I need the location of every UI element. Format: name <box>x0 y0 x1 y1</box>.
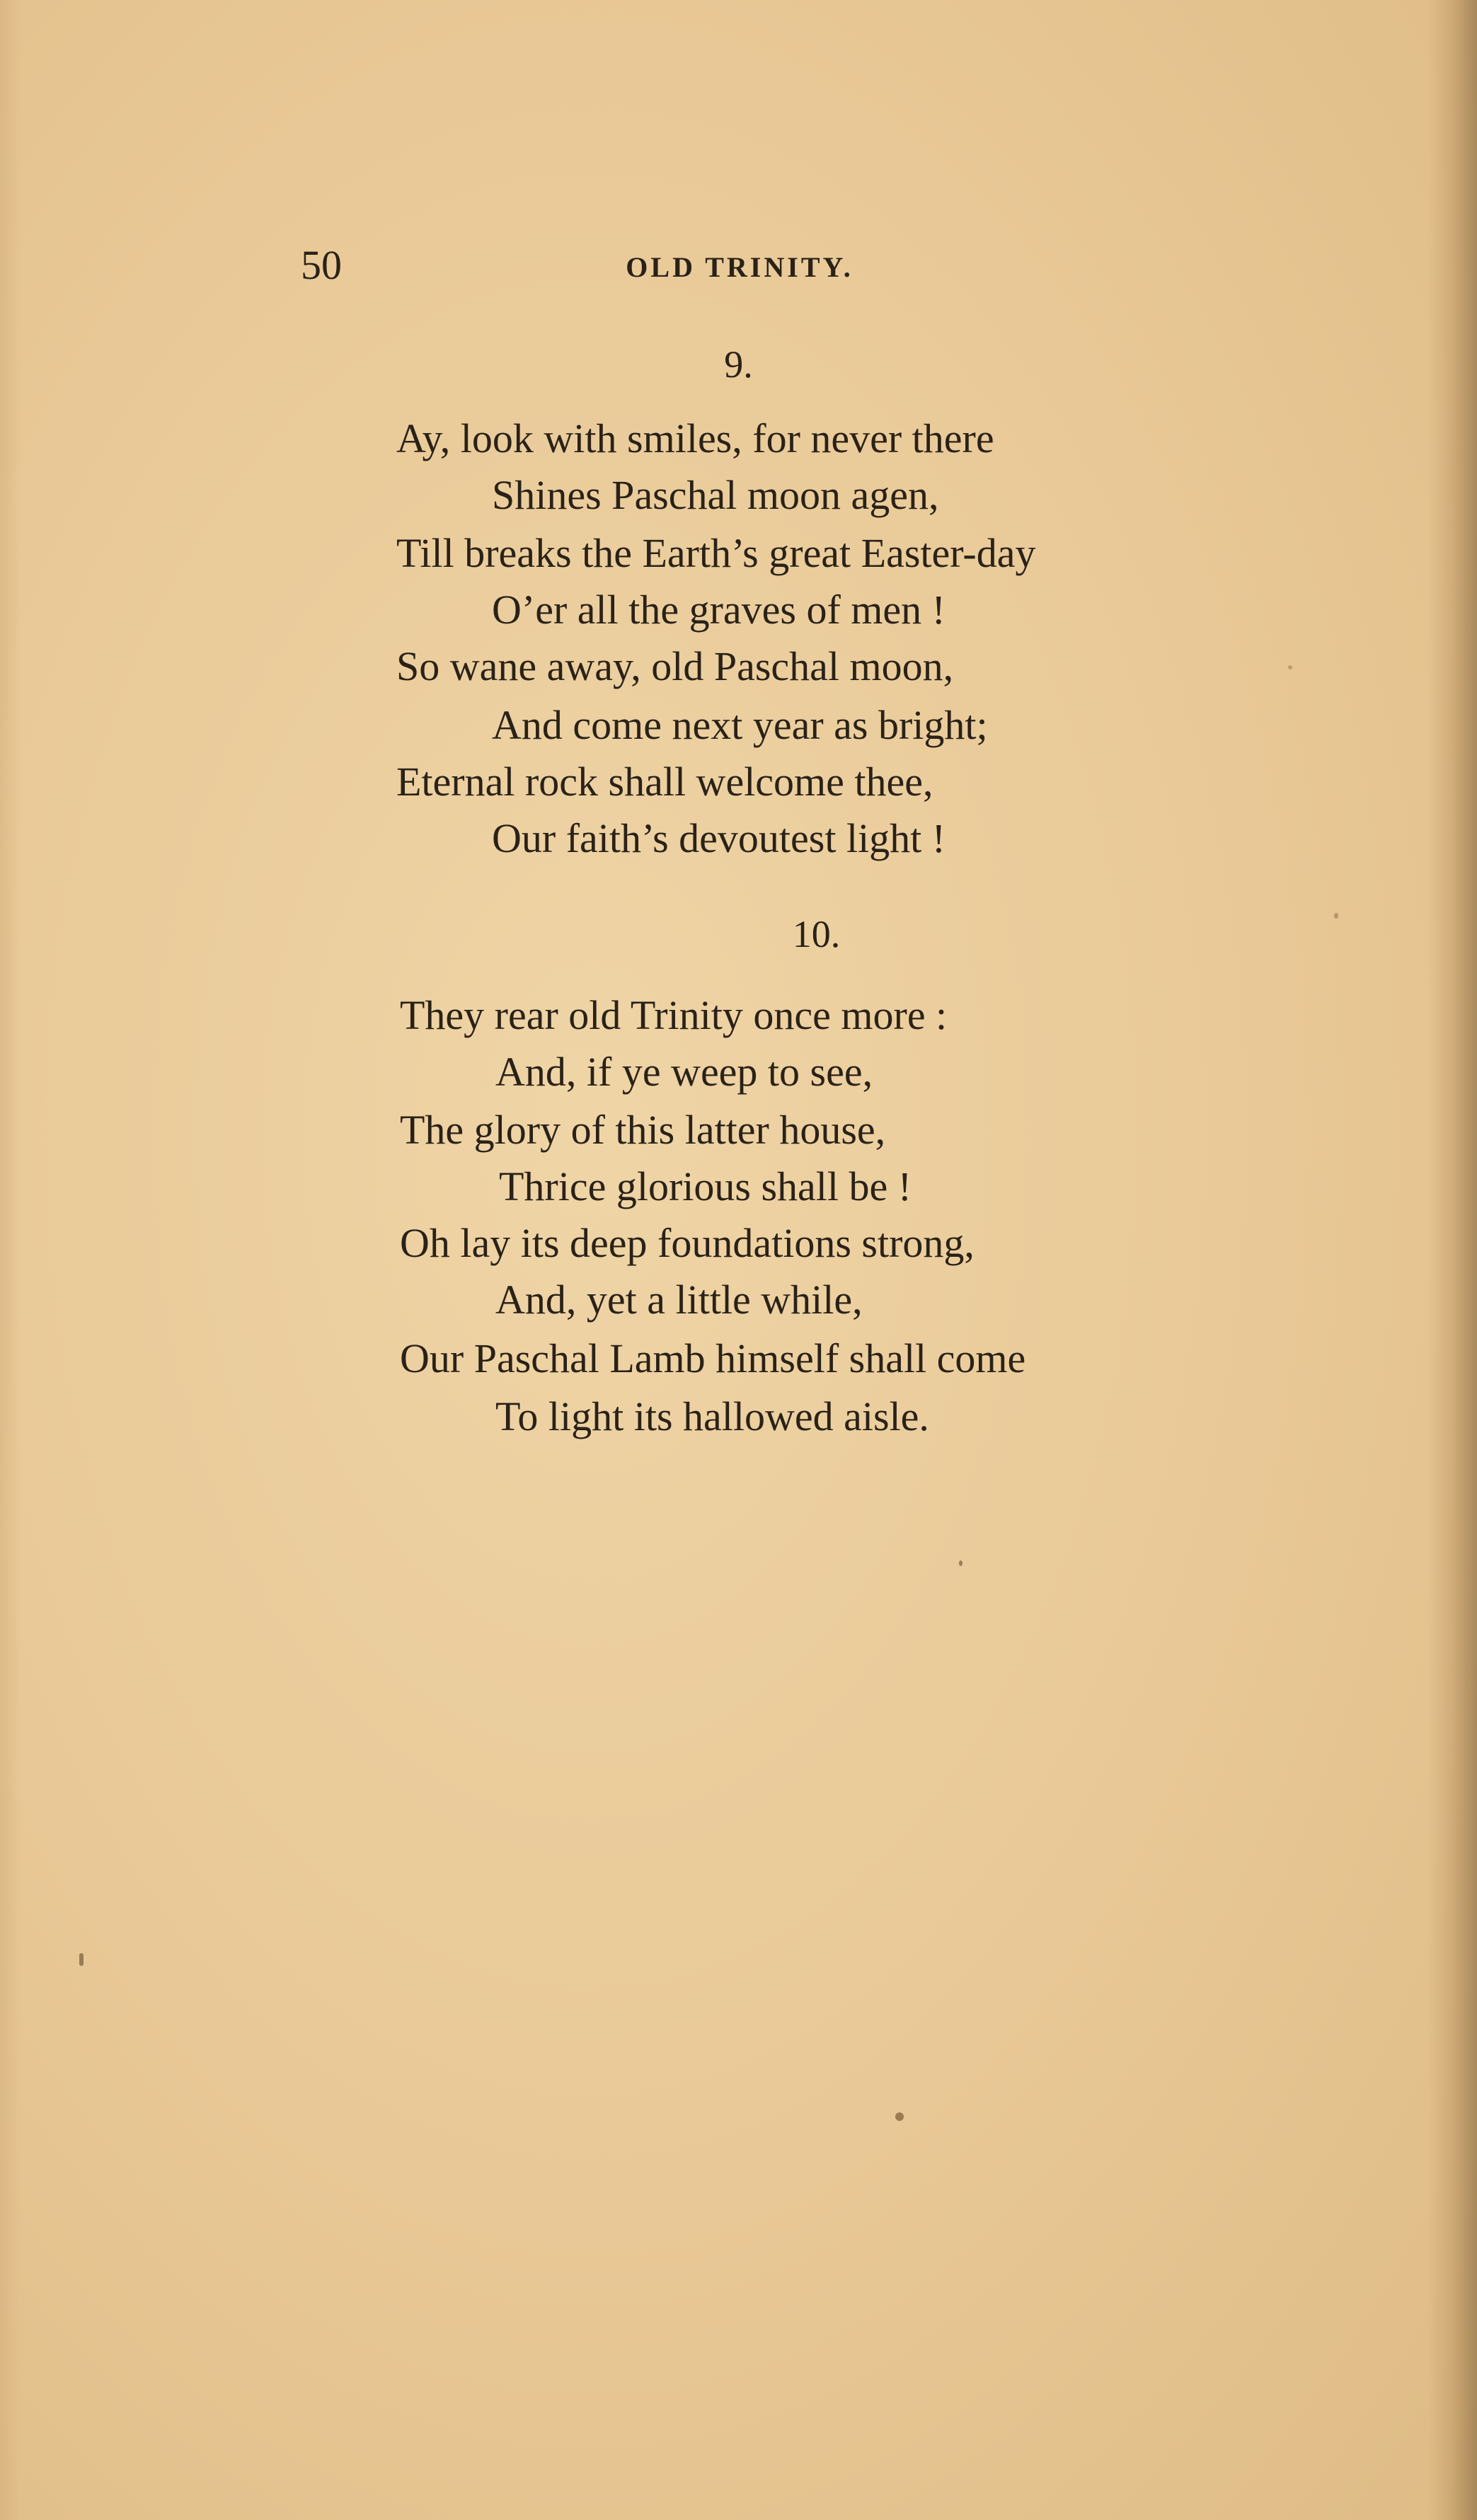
verse-line: So wane away, old Paschal moon, <box>396 643 954 689</box>
verse-line: Eternal rock shall welcome thee, <box>396 759 933 805</box>
paper-speck <box>1288 665 1292 669</box>
verse-line: And, yet a little while, <box>495 1277 863 1323</box>
verse-line: O’er all the graves of men ! <box>492 587 946 633</box>
verse-line: And come next year as bright; <box>492 702 988 748</box>
verse-line: Ay, look with smiles, for never there <box>396 415 994 461</box>
page-number: 50 <box>301 242 342 288</box>
stanza-number-9: 9. <box>724 343 753 386</box>
verse-line: And, if ye weep to see, <box>495 1049 873 1095</box>
verse-line: They rear old Trinity once more : <box>400 992 948 1038</box>
verse-line: Shines Paschal moon agen, <box>492 472 939 518</box>
verse-line: Our faith’s devoutest light ! <box>492 815 946 861</box>
verse-line: The glory of this latter house, <box>400 1107 886 1153</box>
paper-speck <box>1334 913 1338 919</box>
page-header-title: OLD TRINITY. <box>626 251 854 283</box>
verse-line: To light its hallowed aisle. <box>495 1393 929 1439</box>
paper-speck <box>959 1560 962 1566</box>
verse-line: Thrice glorious shall be ! <box>499 1163 912 1209</box>
paper-speck <box>79 1953 84 1966</box>
stanza-number-10: 10. <box>792 913 841 955</box>
verse-line: Our Paschal Lamb himself shall come <box>400 1335 1026 1381</box>
paper-speck <box>895 2112 904 2121</box>
verse-line: Oh lay its deep foundations strong, <box>400 1220 975 1266</box>
running-head <box>294 244 1185 287</box>
verse-line: Till breaks the Earth’s great Easter-day <box>396 530 1036 576</box>
